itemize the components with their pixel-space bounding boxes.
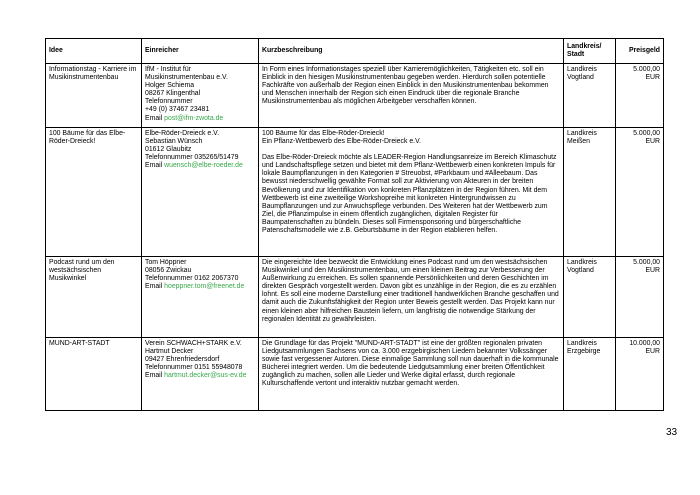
- submitter-line: Tom Höppner: [145, 259, 187, 266]
- district-cell: Landkreis Vogtland: [564, 64, 616, 128]
- submitter-line: Holger Schiema: [145, 82, 195, 90]
- table-row: [46, 128, 664, 257]
- description-paragraph: Die Grundlage für das Projekt "MUND-ART-STADT" ist eine der größten regionalen privaten Liedgutsammlungen Sachsens von ca. 3.000 erzgebirgischen Liedern bekannter Volkssänger sowie fast vergessener Autoren. Diese einmalige Sammlung soll nun dauerhaft in die kommunale Bücherei integriert werden. Um die bedeutende Liedgutsammlung einer breiten Öffentlichkeit zugänglich zu machen, sollen alle Lieder und Werke digital erfasst, durch regionale Kulturschaffende vertont und interaktiv nutzbar gemacht werden.: [262, 340, 559, 388]
- submitter-cell: [142, 128, 259, 257]
- submitter-line: IfM - Institut für Musikinstrumentenbau e.V.: [145, 66, 228, 82]
- email-link[interactable]: hartmut.decker@sus-ev.de: [164, 372, 247, 380]
- idea-cell: MUND-ART-STADT: [46, 338, 142, 411]
- header-description: Kurzbeschreibung: [259, 39, 564, 64]
- submitter-line: Sebastian Wünsch: [145, 138, 203, 146]
- email-label: Email: [145, 162, 163, 170]
- submitter-line: Verein SCHWACH+STARK e.V.: [145, 340, 242, 347]
- submitter-line: Hartmut Decker: [145, 348, 194, 356]
- email-link[interactable]: wuensch@elbe-roeder.de: [164, 162, 243, 170]
- idea-cell: 100 Bäume für das Elbe-Röder-Dreieck!: [46, 128, 142, 257]
- district-cell: Landkreis Vogtland: [564, 257, 616, 338]
- ideas-table: [45, 38, 664, 411]
- prize-cell: 5.000,00 EUR: [616, 257, 664, 338]
- idea-cell: Podcast rund um den westsächsischen Musikwinkel: [46, 257, 142, 338]
- submitter-line: Elbe-Röder-Dreieck e.V.: [145, 130, 220, 137]
- description-cell: [259, 338, 564, 411]
- submitter-line: 01612 Glaubitz: [145, 146, 192, 154]
- district-cell: Landkreis Meißen: [564, 128, 616, 257]
- table-row: [46, 257, 664, 338]
- district-cell: Landkreis Erzgebirge: [564, 338, 616, 411]
- page-number: 33: [666, 427, 678, 438]
- email-line: [145, 115, 255, 123]
- description-paragraph: Ein Pflanz-Wettbewerb des Elbe-Röder-Dreieck e.V.: [262, 138, 421, 146]
- description-paragraph: 100 Bäume für das Elbe-Röder-Dreieck!: [262, 130, 385, 137]
- description-paragraph: In Form eines Informationstages speziell über Karrieremöglichkeiten, Tätigkeiten etc. soll ein Einblick in den hiesigen Musikinstrumentenbau gegeben werden. Hierdurch sollen potentielle Fachkräfte von außerhalb der Region einen Einblick in den Musikinstrumentenbau bekommen und Menschen innerhalb der Region sich einen Eindruck über die regionale Branche Musikinstrumentenbau als möglichen Arbeitgeber verschaffen können.: [262, 66, 549, 106]
- email-line: [145, 162, 255, 170]
- submitter-line: 08267 Klingenthal: [145, 90, 201, 98]
- email-line: [145, 372, 255, 380]
- submitter-line: +49 (0) 37467 23481: [145, 106, 210, 114]
- submitter-cell: [142, 257, 259, 338]
- prize-cell: 5.000,00 EUR: [616, 64, 664, 128]
- prize-cell: 5.000,00 EUR: [616, 128, 664, 257]
- submitter-line: Telefonnummer: [145, 98, 193, 106]
- submitter-line: Telefonnummer 0162 2067370: [145, 275, 239, 283]
- email-label: Email: [145, 372, 163, 380]
- email-link[interactable]: post@ifm-zwota.de: [164, 114, 224, 122]
- description-cell: [259, 257, 564, 338]
- header-submitter: Einreicher: [142, 39, 259, 64]
- description-paragraph: Das Elbe-Röder-Dreieck möchte als LEADER-Region Handlungsanreize im Bereich Klimaschutz und Landschaftspflege setzen und bietet mit dem Pflanz-Wettbewerb einen konkreten Impuls für lokale Baumpflanzungen in den Kategorien # Streuobst, #Parkbaum und #Alleebaum. Das bewusst niederschwellig gewählte Format soll zur Aktivierung von Akteuren in der breiten Bevölkerung und zur Identifikation von konkreten Pflanzplätzen in der Region führen. Mit dem Wettbewerb ist eine zweiteilige Workshopreihe mit konkreten Hintergrundwissen zu Baumpflanzungen und zur Anwuchspflege verbunden. Des Weiteren hat der Wettbewerb zum Ziel, die Pflanzimpulse in einem öffentlich zugänglichen, digitalen Register für Baumpatenschaften zu bündeln. Dieses soll Firmensponsoring und bürgerschaftliche Patenschaftsmodelle wie z.B. Geburtsbäume in der Region etablieren helfen.: [262, 154, 557, 235]
- email-line: [145, 283, 255, 291]
- table-row: [46, 338, 664, 411]
- description-paragraph: Die eingereichte Idee bezweckt die Entwicklung eines Podcast rund um den westsächsischen Musikwinkel und den Musikinstrumentenbau, um einen kleinen Beitrag zur Verbesserung der Außenwirkung zu erreichen. Es sollen spannende Persönlichkeiten und deren Geschichten im direkten Gespräch vorgestellt werden. Davon gibt es unzählige in der Region, die es zu erzählen lohnt. Es soll eine moderne Darstellung einer traditionell handwerklichen Branche geschaffen und damit auch die Zukunftsfähigkeit der Region unter Beweis gestellt werden. Das Projekt kann nur einen kleinen aber hilfreichen Baustein liefern, um langfristig die notwendige Stärkung der regionalen Identität zu gewährleisten.: [262, 259, 559, 323]
- header-idea: Idee: [46, 39, 142, 64]
- table-row: [46, 64, 664, 128]
- header-district: Landkreis/ Stadt: [564, 39, 616, 64]
- submitter-line: 08056 Zwickau: [145, 267, 192, 275]
- description-cell: [259, 128, 564, 257]
- submitter-cell: [142, 338, 259, 411]
- submitter-cell: [142, 64, 259, 128]
- email-link[interactable]: hoeppner.tom@freenet.de: [164, 283, 245, 291]
- prize-cell: 10.000,00 EUR: [616, 338, 664, 411]
- idea-cell: Informationstag - Karriere im Musikinstrumentenbau: [46, 64, 142, 128]
- description-cell: [259, 64, 564, 128]
- header-prize: Preisgeld: [616, 39, 664, 64]
- submitter-line: Telefonnummer 035265/51479: [145, 154, 239, 162]
- email-label: Email: [145, 283, 163, 291]
- table-header-row: [46, 39, 664, 64]
- submitter-line: Telefonnummer 0151 55948078: [145, 364, 243, 372]
- submitter-line: 09427 Ehrenfriedersdorf: [145, 356, 220, 364]
- email-label: Email: [145, 114, 163, 122]
